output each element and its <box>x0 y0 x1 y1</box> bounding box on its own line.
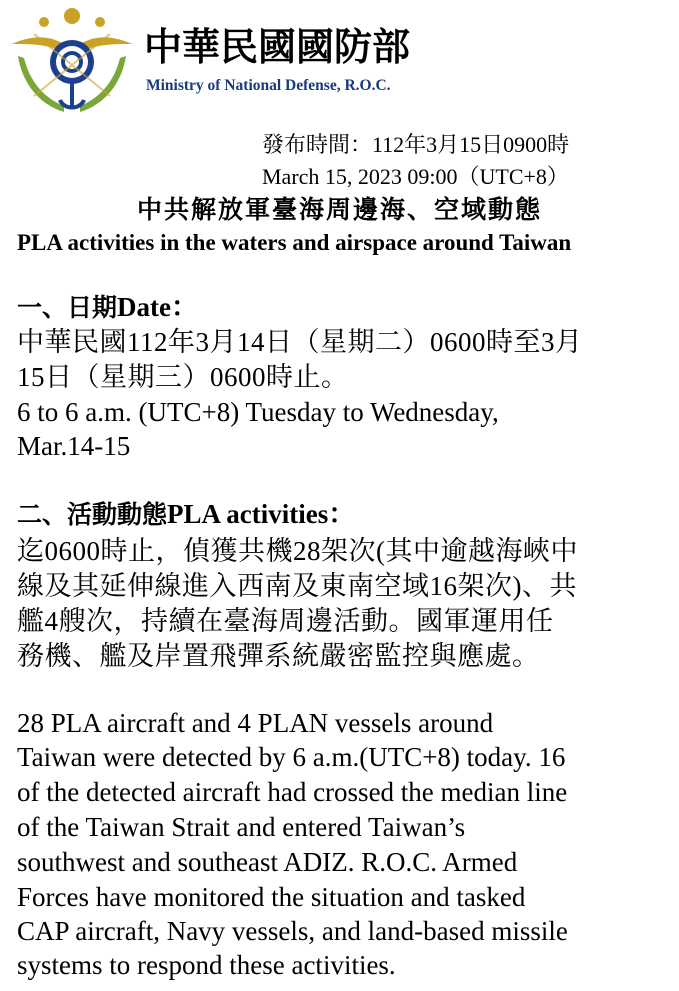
section-date-body-en-line1: 6 to 6 a.m. (UTC+8) Tuesday to Wednesday, <box>17 397 499 427</box>
section-date-body-zh-line2: 15日（星期三）0600時止。 <box>17 362 349 392</box>
ministry-emblem-logo <box>4 4 140 120</box>
activities-en-line: Forces have monitored the situation and tasked <box>17 882 526 912</box>
activities-en-line: of the detected aircraft had crossed the median line <box>17 777 568 807</box>
document-title-zh: 中共解放軍臺海周邊海、空域動態 <box>136 195 542 224</box>
section-date-body-en-line2: Mar.14-15 <box>17 431 131 461</box>
activities-en-line: Taiwan were detected by 6 a.m.(UTC+8) today. 16 <box>17 742 566 772</box>
activities-en-line: southwest and southeast ADIZ. R.O.C. Armed <box>17 847 518 877</box>
release-time-zh: 發布時間：112年3月15日0900時 <box>262 132 570 157</box>
section-activities-heading <box>17 498 355 530</box>
release-time-en: March 15, 2023 09:00（UTC+8） <box>262 164 569 189</box>
activities-zh-line: 迄0600時止，偵獲共機28架次(其中逾越海峽中 <box>17 536 578 566</box>
section-activities-heading-en: PLA activities： <box>167 499 356 529</box>
section-date-heading-en: Date： <box>117 292 198 322</box>
activities-en-line: CAP aircraft, Navy vessels, and land-based missile <box>17 916 568 946</box>
activities-en-line: 28 PLA aircraft and 4 PLAN vessels around <box>17 708 494 738</box>
ministry-name-zh: 中華民國國防部 <box>144 25 411 69</box>
section-date-heading <box>17 291 198 323</box>
ministry-name-en: Ministry of National Defense, R.O.C. <box>146 77 391 94</box>
section-date-heading-zh: 一、日期 <box>17 293 118 322</box>
activities-zh-line: 艦4艘次，持續在臺海周邊活動。國軍運用任 <box>17 606 554 636</box>
section-date-body-zh-line1: 中華民國112年3月14日（星期二）0600時至3月 <box>17 327 583 357</box>
activities-en-line: of the Taiwan Strait and entered Taiwan’s <box>17 812 466 842</box>
document-title-en: PLA activities in the waters and airspace around Taiwan <box>17 230 572 255</box>
activities-en-line: systems to respond these activities. <box>17 950 396 980</box>
activities-zh-line: 線及其延伸線進入西南及東南空域16架次)、共 <box>17 571 577 601</box>
section-activities-heading-zh: 二、活動動態 <box>17 500 168 529</box>
activities-zh-line: 務機、艦及岸置飛彈系統嚴密監控與應處。 <box>17 641 540 671</box>
